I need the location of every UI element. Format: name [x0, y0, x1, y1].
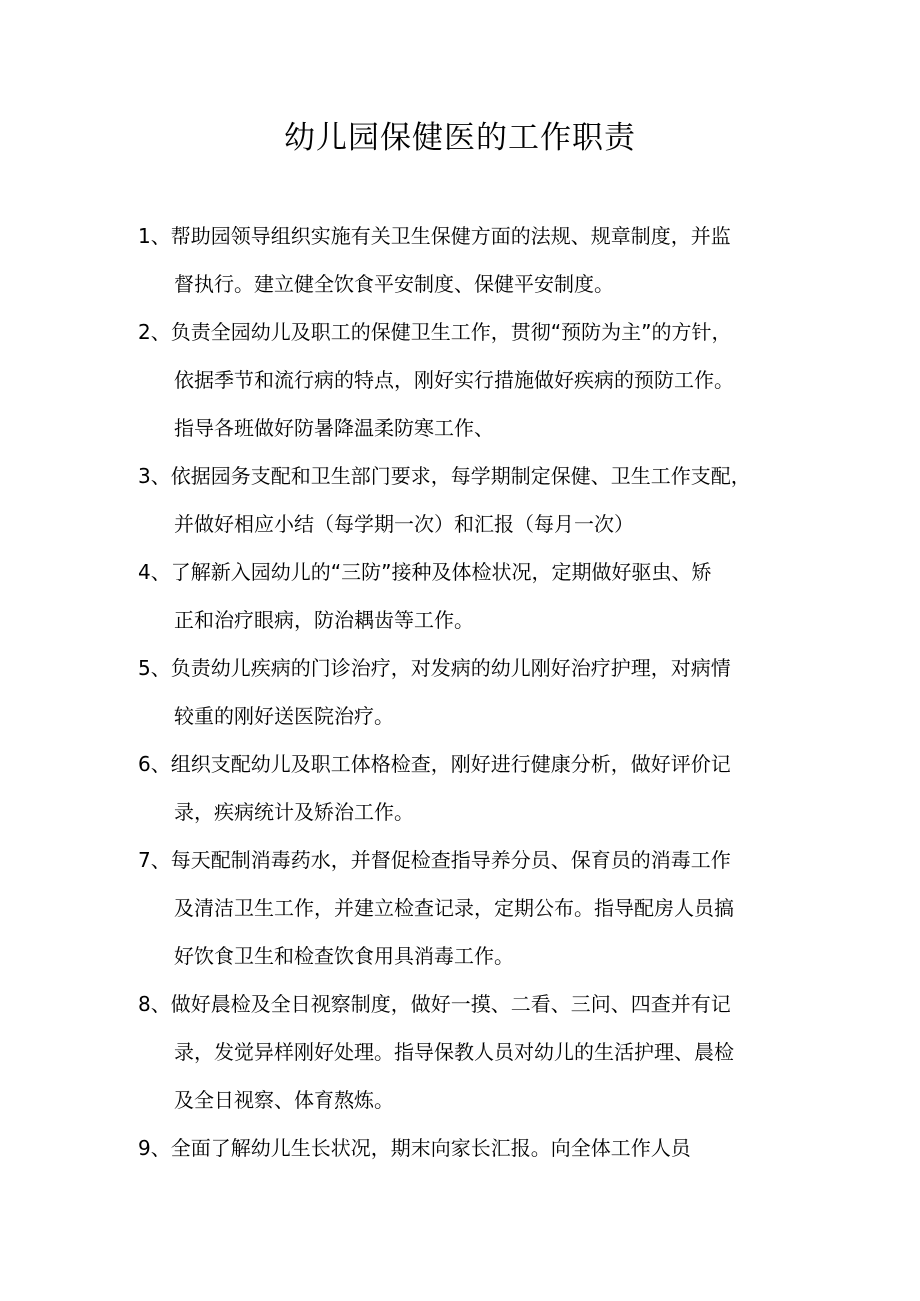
list-item: [138, 452, 798, 548]
item-number: 5、: [138, 656, 171, 680]
item-line: 指导各班做好防暑降温柔防寒工作、: [174, 416, 494, 440]
item-text: 每天配制消毒药水，并督促检查指导养分员、保育员的消毒工作: [170, 848, 731, 872]
item-text: 做好晨检及全日视察制度，做好一摸、二看、三问、四查并有记: [170, 992, 731, 1016]
item-line: 及清洁卫生工作，并建立检查记录，定期公布。指导配房人员搞: [174, 896, 734, 920]
list-item: [138, 548, 798, 644]
item-line: 录，疾病统计及矫治工作。: [174, 800, 414, 824]
item-number: 8、: [138, 992, 171, 1016]
item-line: [138, 212, 798, 260]
item-number: 9、: [138, 1136, 171, 1160]
item-line: [138, 644, 798, 692]
item-line: 录，发觉异样刚好处理。指导保教人员对幼儿的生活护理、晨检: [174, 1040, 734, 1064]
item-number: 3、: [138, 464, 171, 488]
item-line: 依据季节和流行病的特点，刚好实行措施做好疾病的预防工作。: [174, 368, 734, 392]
item-number: 4、: [138, 560, 171, 584]
list-item: [138, 836, 798, 980]
item-line: [138, 980, 798, 1028]
item-number: 1、: [138, 224, 171, 248]
item-text: 负责全园幼儿及职工的保健卫生工作，贯彻“预防为主”的方针，: [170, 320, 732, 344]
item-text: 负责幼儿疾病的门诊治疗，对发病的幼儿刚好治疗护理，对病情: [170, 656, 731, 680]
item-line: 及全日视察、体育熬炼。: [174, 1088, 394, 1112]
list-item: [138, 212, 798, 308]
item-line: 好饮食卫生和检查饮食用具消毒工作。: [174, 944, 514, 968]
list-item: [138, 644, 798, 740]
item-line: [138, 452, 798, 500]
list-item: [138, 980, 798, 1124]
list-item: [138, 740, 798, 836]
item-line: [138, 308, 798, 356]
item-line: 较重的刚好送医院治疗。: [174, 704, 394, 728]
item-number: 6、: [138, 752, 171, 776]
item-number: 7、: [138, 848, 171, 872]
item-line: 正和治疗眼病，防治耦齿等工作。: [174, 608, 474, 632]
item-text: 组织支配幼儿及职工体格检查，刚好进行健康分析，做好评价记: [170, 752, 731, 776]
item-line: 督执行。建立健全饮食平安制度、保健平安制度。: [174, 272, 614, 296]
item-text: 全面了解幼儿生长状况，期末向家长汇报。向全体工作人员: [170, 1136, 691, 1160]
item-text: 依据园务支配和卫生部门要求，每学期制定保健、卫生工作支配，: [170, 464, 751, 488]
list-item: [138, 1124, 798, 1172]
item-line: 并做好相应小结（每学期一次）和汇报（每月一次）: [174, 512, 634, 536]
item-line: [138, 548, 798, 596]
item-text: 帮助园领导组织实施有关卫生保健方面的法规、规章制度，并监: [170, 224, 731, 248]
item-line: [138, 1124, 798, 1172]
duty-list: [138, 212, 798, 1172]
item-text: 了解新入园幼儿的“三防”接种及体检状况，定期做好驱虫、矫: [170, 560, 712, 584]
item-line: [138, 836, 798, 884]
item-number: 2、: [138, 320, 171, 344]
document-title: 幼儿园保健医的工作职责: [284, 120, 636, 156]
item-line: [138, 740, 798, 788]
list-item: [138, 308, 798, 452]
